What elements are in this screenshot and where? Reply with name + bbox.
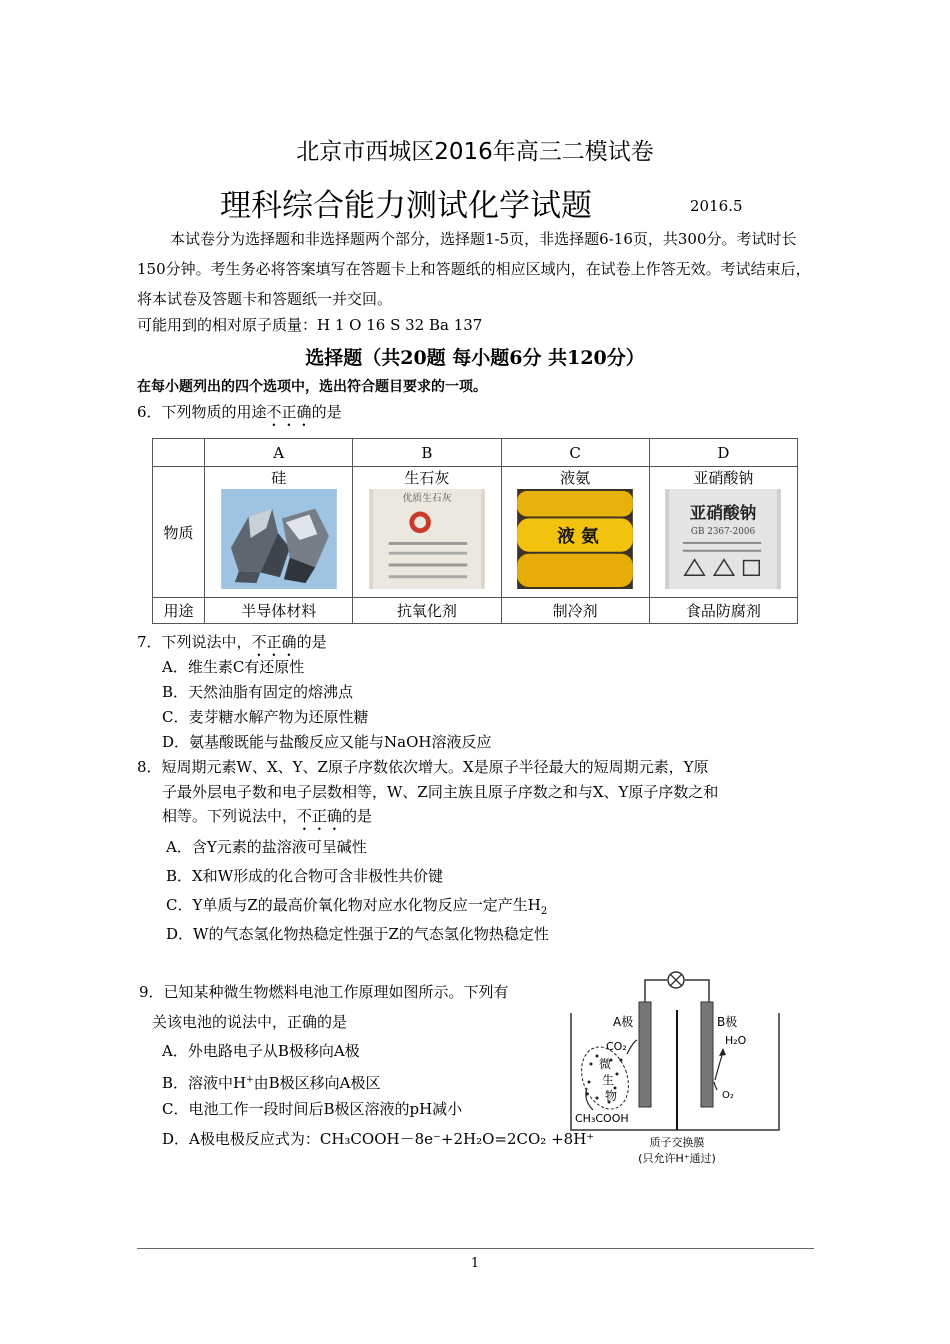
q7-stem: [137, 632, 327, 660]
cell-d-material: [649, 467, 797, 598]
q9-option-b-pre: B．溶液中H: [162, 1074, 247, 1092]
q9-option-c: C．电池工作一段时间后B极区溶液的pH减小: [162, 1100, 463, 1118]
row-label-material: 物质: [153, 467, 205, 598]
row-label-use: 用途: [153, 598, 205, 624]
q6-stem-pre: 6．下列物质的用途: [137, 403, 267, 421]
intro-paragraph: 本试卷分为选择题和非选择题两个部分，选择题1-5页，非选择题6-16页，共300分。考试时长150分钟。考生务必将答案填写在答题卡上和答题纸的相应区域内，在试卷上作答无效。考试结束后，将本试卷及答题卡和答题纸一并交回。: [137, 230, 811, 308]
q8-option-c: [166, 895, 547, 922]
q9-option-b: [162, 1070, 381, 1093]
q9-stem-line2: 关该电池的说法中，正确的是: [152, 1013, 348, 1031]
header-d: D: [649, 439, 797, 467]
q8-stem-line1: 8．短周期元素W、X、Y、Z原子序数依次增大。X是原子半径最大的短周期元素，Y原: [137, 758, 709, 776]
cell-c-material: [501, 467, 649, 598]
electrode-b: [701, 1002, 713, 1107]
material-c-name: 液氨: [560, 469, 591, 487]
section-title: 选择题（共20题 每小题6分 共120分）: [305, 347, 645, 369]
exam-date: 2016.5: [690, 197, 743, 215]
q8-option-b: B．X和W形成的化合物可含非极性共价键: [166, 867, 444, 885]
use-c: 制冷剂: [501, 598, 649, 624]
bag-title: 亚硝酸钠: [690, 502, 757, 523]
microbe-char-1: 微: [599, 1057, 612, 1071]
q7-option-d: D．氨基酸既能与盐酸反应又能与NaOH溶液反应: [162, 733, 492, 751]
page-title: 北京市西城区2016年高三二模试卷: [296, 139, 654, 165]
q9-option-a: A．外电路电子从B极移向A极: [162, 1042, 360, 1060]
q8-stem-line2: 子最外层电子数和电子层数相等，W、Z同主族且原子序数之和与X、Y原子序数之和: [162, 783, 719, 801]
a-pole-label: A极: [613, 1015, 634, 1029]
membrane-note: (只允许H⁺通过): [638, 1152, 716, 1165]
material-a-name: 硅: [271, 469, 287, 487]
quicklime-bag-image: [369, 489, 485, 589]
q9-option-b-sup: +: [246, 1075, 254, 1085]
q8-stem-pre: 相等。下列说法中，: [162, 807, 298, 825]
q7-option-a: A．维生素C有还原性: [162, 658, 305, 676]
q6-stem-post: 的是: [311, 403, 342, 421]
bag-standard: GB 2367-2006: [691, 527, 756, 538]
q8-stem-post: 的是: [342, 807, 373, 825]
page-number: 1: [470, 1256, 480, 1271]
exam-subtitle: 理科综合能力测试化学试题: [220, 188, 592, 224]
q6-stem: [137, 402, 342, 430]
q7-option-b: B．天然油脂有固定的熔沸点: [162, 683, 354, 701]
q8-h2-subscript: 2: [540, 906, 548, 917]
use-d: 食品防腐剂: [649, 598, 797, 624]
q7-option-c: C．麦芽糖水解产物为还原性糖: [162, 708, 369, 726]
acetic-acid-label: CH₃COOH: [575, 1112, 629, 1125]
q6-stem-emphasis: 不正确: [266, 403, 312, 421]
use-a: 半导体材料: [205, 598, 353, 624]
b-pole-label: B极: [717, 1015, 738, 1029]
material-b-name: 生石灰: [404, 469, 450, 487]
h2o-label: H₂O: [725, 1034, 747, 1047]
cylinder-label: 液 氨: [557, 525, 599, 547]
table-corner: [153, 439, 205, 467]
q8-option-a: A．含Y元素的盐溶液可呈碱性: [166, 838, 367, 856]
q8-option-c-text: C．Y单质与Z的最高价氧化物对应水化物反应一定产生H: [166, 896, 541, 914]
material-d-name: 亚硝酸钠: [693, 469, 754, 487]
membrane-label: 质子交换膜: [649, 1136, 705, 1149]
use-b: 抗氧化剂: [353, 598, 501, 624]
q9-stem-line1: 9．已知某种微生物燃料电池工作原理如图所示。下列有: [139, 983, 509, 1001]
q8-stem-line3: [162, 806, 372, 834]
q9-option-b-post: 由B极区移向A极区: [253, 1074, 381, 1092]
footer-divider: [137, 1248, 814, 1249]
q6-table: [152, 438, 798, 624]
q7-stem-emphasis: 不正确: [251, 633, 297, 651]
header-c: C: [501, 439, 649, 467]
cell-b-material: [353, 467, 501, 598]
o2-label: O₂: [722, 1090, 734, 1101]
header-b: B: [353, 439, 501, 467]
silicon-image: [221, 489, 337, 589]
q8-option-d: D．W的气态氢化物热稳定性强于Z的气态氢化物热稳定性: [166, 925, 549, 943]
cell-a-material: [205, 467, 353, 598]
quicklime-bag-label: 优质生石灰: [402, 492, 452, 504]
q9-option-d: D．A极电极反应式为：CH₃COOH－8e⁻+2H₂O=2CO₂ +8H⁺: [162, 1130, 595, 1148]
q7-stem-pre: 7．下列说法中，: [137, 633, 252, 651]
atomic-mass-note: 可能用到的相对原子质量：H 1 O 16 S 32 Ba 137: [137, 316, 483, 334]
co2-label: CO₂: [606, 1040, 627, 1053]
fuel-cell-diagram: [567, 970, 785, 1170]
q8-stem-emphasis: 不正确: [297, 807, 343, 825]
electrode-a: [639, 1002, 651, 1107]
sodium-nitrite-bag-image: [665, 489, 781, 589]
microbe-char-3: 物: [605, 1089, 618, 1103]
lamp-icon: [668, 972, 684, 988]
section-instruction: 在每小题列出的四个选项中，选出符合题目要求的一项。: [137, 379, 487, 395]
header-a: A: [205, 439, 353, 467]
liquid-ammonia-cylinder-image: [517, 489, 633, 589]
q7-stem-post: 的是: [296, 633, 327, 651]
microbe-char-2: 生: [602, 1073, 615, 1087]
